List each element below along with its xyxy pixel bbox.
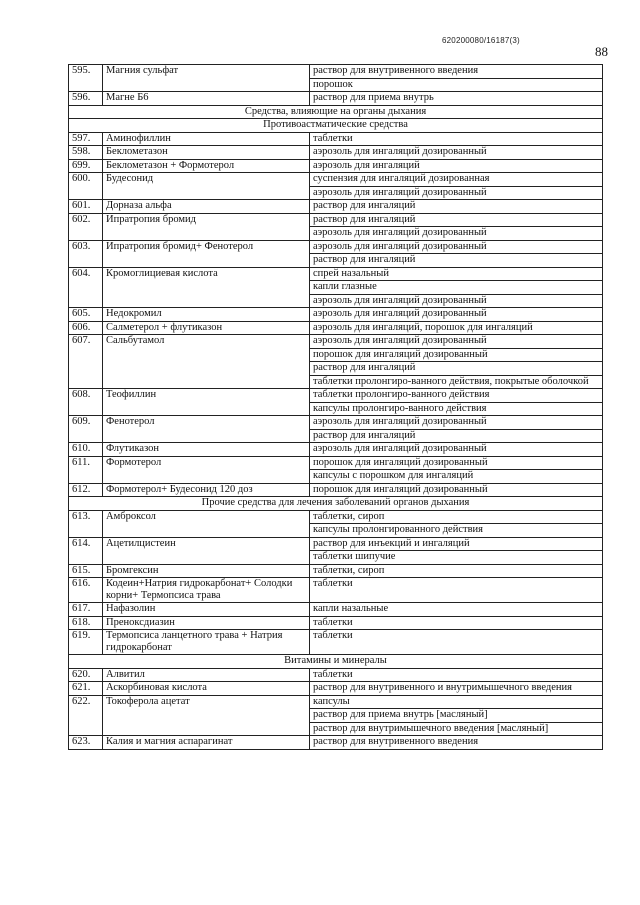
drug-name: Сальбутамол: [103, 335, 310, 389]
table-row: [69, 308, 603, 322]
table-row: [69, 564, 603, 578]
section-title: Прочие средства для лечения заболеваний органов дыхания: [69, 497, 603, 511]
dosage-form: суспензия для ингаляций дозированная: [310, 173, 603, 187]
drug-name: Ипратропия бромид+ Фенотерол: [103, 240, 310, 267]
drug-name: Кромоглициевая кислота: [103, 267, 310, 308]
dosage-form: капли назальные: [310, 603, 603, 617]
item-number: 622.: [69, 695, 103, 736]
item-number: 621.: [69, 682, 103, 696]
dosage-form: раствор для внутримышечного введения [масляный]: [310, 722, 603, 736]
drug-name: Калия и магния аспарагинат: [103, 736, 310, 750]
drug-name: Недокромил: [103, 308, 310, 322]
dosage-form: спрей назальный: [310, 267, 603, 281]
table-row: [69, 267, 603, 281]
table-row: [69, 510, 603, 524]
drug-name: Амброксол: [103, 510, 310, 537]
dosage-form: аэрозоль для ингаляций дозированный: [310, 240, 603, 254]
item-number: 604.: [69, 267, 103, 308]
dosage-form: таблетки шипучие: [310, 551, 603, 565]
dosage-form: таблетки: [310, 668, 603, 682]
dosage-form: порошок: [310, 78, 603, 92]
item-number: 614.: [69, 537, 103, 564]
drug-name: Бромгексин: [103, 564, 310, 578]
drug-name: Флутиказон: [103, 443, 310, 457]
item-number: 600.: [69, 173, 103, 200]
drug-name: Будесонид: [103, 173, 310, 200]
table-row: [69, 146, 603, 160]
dosage-form: порошок для ингаляций дозированный: [310, 456, 603, 470]
dosage-form: раствор для ингаляций: [310, 213, 603, 227]
section-row: [69, 655, 603, 669]
item-number: 618.: [69, 616, 103, 630]
drug-name: Алвитил: [103, 668, 310, 682]
section-title: Витамины и минералы: [69, 655, 603, 669]
item-number: 601.: [69, 200, 103, 214]
dosage-form: порошок для ингаляций дозированный: [310, 483, 603, 497]
dosage-form: таблетки, сироп: [310, 510, 603, 524]
table-row: [69, 389, 603, 403]
dosage-form: раствор для ингаляций: [310, 429, 603, 443]
drug-name: Ипратропия бромид: [103, 213, 310, 240]
item-number: 598.: [69, 146, 103, 160]
item-number: 616.: [69, 578, 103, 603]
item-number: 607.: [69, 335, 103, 389]
table-row: [69, 335, 603, 349]
table-row: [69, 65, 603, 79]
dosage-form: раствор для ингаляций: [310, 254, 603, 268]
drug-name: Преноксдиазин: [103, 616, 310, 630]
table-row: [69, 695, 603, 709]
dosage-form: аэрозоль для ингаляций дозированный: [310, 186, 603, 200]
dosage-form: аэрозоль для ингаляций дозированный: [310, 416, 603, 430]
section-row: [69, 105, 603, 119]
dosage-form: капсулы: [310, 695, 603, 709]
dosage-form: раствор для инъекций и ингаляций: [310, 537, 603, 551]
dosage-form: аэрозоль для ингаляций дозированный: [310, 308, 603, 322]
drug-name: Магне Б6: [103, 92, 310, 106]
item-number: 603.: [69, 240, 103, 267]
drug-name: Магния сульфат: [103, 65, 310, 92]
medicines-table-body: [69, 65, 603, 750]
dosage-form: раствор для ингаляций: [310, 362, 603, 376]
dosage-form: капли глазные: [310, 281, 603, 295]
section-title: Противоастматические средства: [69, 119, 603, 133]
section-row: [69, 497, 603, 511]
table-row: [69, 668, 603, 682]
table-row: [69, 630, 603, 655]
drug-name: Нафазолин: [103, 603, 310, 617]
dosage-form: таблетки пролонгиро-ванного действия: [310, 389, 603, 403]
dosage-form: таблетки: [310, 132, 603, 146]
document-number: 620200080/16187(3): [442, 36, 520, 45]
table-row: [69, 416, 603, 430]
item-number: 613.: [69, 510, 103, 537]
dosage-form: аэрозоль для ингаляций дозированный: [310, 443, 603, 457]
table-row: [69, 578, 603, 603]
table-row: [69, 456, 603, 470]
table-row: [69, 682, 603, 696]
dosage-form: аэрозоль для ингаляций дозированный: [310, 335, 603, 349]
page-number: 88: [595, 44, 608, 59]
dosage-form: раствор для приема внутрь: [310, 92, 603, 106]
dosage-form: порошок для ингаляций дозированный: [310, 348, 603, 362]
dosage-form: раствор для внутривенного введения: [310, 65, 603, 79]
dosage-form: таблетки пролонгиро-ванного действия, покрытые оболочкой: [310, 375, 603, 389]
table-row: [69, 537, 603, 551]
table-row: [69, 616, 603, 630]
item-number: 597.: [69, 132, 103, 146]
item-number: 606.: [69, 321, 103, 335]
item-number: 612.: [69, 483, 103, 497]
item-number: 615.: [69, 564, 103, 578]
medicines-table: [68, 64, 603, 750]
dosage-form: раствор для внутривенного введения: [310, 736, 603, 750]
drug-name: Кодеин+Натрия гидрокарбонат+ Солодки корни+ Термопсиса трава: [103, 578, 310, 603]
table-row: [69, 240, 603, 254]
dosage-form: аэрозоль для ингаляций дозированный: [310, 227, 603, 241]
dosage-form: раствор для ингаляций: [310, 200, 603, 214]
table-row: [69, 603, 603, 617]
table-row: [69, 173, 603, 187]
item-number: 623.: [69, 736, 103, 750]
drug-name: Беклометазон + Формотерол: [103, 159, 310, 173]
table-row: [69, 321, 603, 335]
item-number: 620.: [69, 668, 103, 682]
item-number: 596.: [69, 92, 103, 106]
dosage-form: аэрозоль для ингаляций: [310, 159, 603, 173]
item-number: 605.: [69, 308, 103, 322]
dosage-form: аэрозоль для ингаляций дозированный: [310, 294, 603, 308]
dosage-form: капсулы пролонгиро-ванного действия: [310, 402, 603, 416]
item-number: 609.: [69, 416, 103, 443]
dosage-form: капсулы пролонгированного действия: [310, 524, 603, 538]
drug-name: Термопсиса ланцетного трава + Натрия гидрокарбонат: [103, 630, 310, 655]
drug-name: Формотерол: [103, 456, 310, 483]
dosage-form: раствор для внутривенного и внутримышечного введения: [310, 682, 603, 696]
table-row: [69, 736, 603, 750]
item-number: 611.: [69, 456, 103, 483]
drug-name: Аминофиллин: [103, 132, 310, 146]
dosage-form: таблетки: [310, 630, 603, 655]
table-row: [69, 213, 603, 227]
section-title: Средства, влияющие на органы дыхания: [69, 105, 603, 119]
item-number: 699.: [69, 159, 103, 173]
drug-name: Аскорбиновая кислота: [103, 682, 310, 696]
drug-name: Фенотерол: [103, 416, 310, 443]
drug-name: Теофиллин: [103, 389, 310, 416]
drug-name: Формотерол+ Будесонид 120 доз: [103, 483, 310, 497]
item-number: 619.: [69, 630, 103, 655]
dosage-form: капсулы с порошком для ингаляций: [310, 470, 603, 484]
drug-name: Салметерол + флутиказон: [103, 321, 310, 335]
item-number: 602.: [69, 213, 103, 240]
dosage-form: раствор для приема внутрь [масляный]: [310, 709, 603, 723]
drug-name: Ацетилцистеин: [103, 537, 310, 564]
item-number: 617.: [69, 603, 103, 617]
dosage-form: таблетки: [310, 616, 603, 630]
item-number: 610.: [69, 443, 103, 457]
item-number: 595.: [69, 65, 103, 92]
drug-name: Токоферола ацетат: [103, 695, 310, 736]
dosage-form: аэрозоль для ингаляций дозированный: [310, 146, 603, 160]
dosage-form: таблетки, сироп: [310, 564, 603, 578]
table-row: [69, 443, 603, 457]
table-row: [69, 92, 603, 106]
table-row: [69, 132, 603, 146]
table-row: [69, 159, 603, 173]
section-row: [69, 119, 603, 133]
drug-name: Дорназа альфа: [103, 200, 310, 214]
dosage-form: таблетки: [310, 578, 603, 603]
table-row: [69, 483, 603, 497]
dosage-form: аэрозоль для ингаляций, порошок для ингаляций: [310, 321, 603, 335]
drug-name: Беклометазон: [103, 146, 310, 160]
table-row: [69, 200, 603, 214]
item-number: 608.: [69, 389, 103, 416]
